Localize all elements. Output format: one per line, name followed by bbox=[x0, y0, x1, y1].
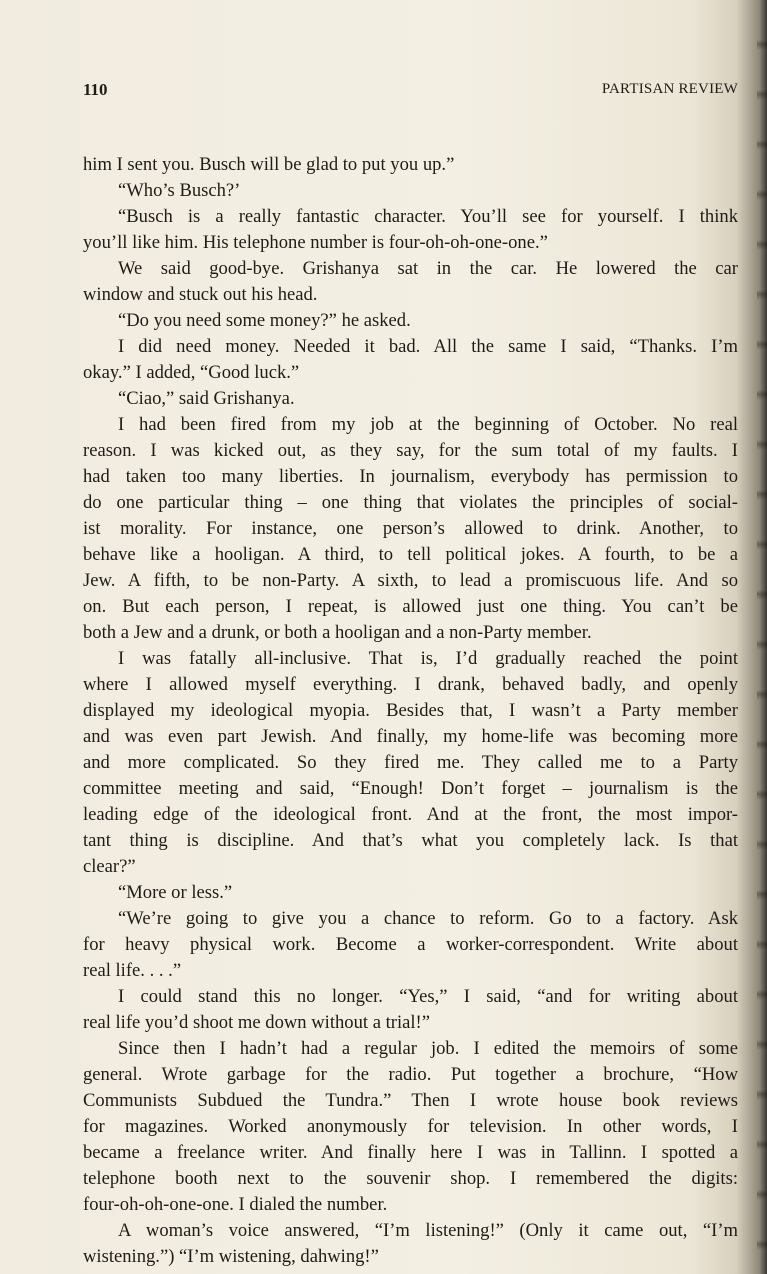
text-line: do one particular thing – one thing that violates the principles of social- bbox=[83, 492, 738, 513]
text-line: general. Wrote garbage for the radio. Put together a brochure, “How bbox=[83, 1064, 738, 1085]
text-line: became a freelance writer. And finally here I was in Tallinn. I spotted a bbox=[83, 1142, 738, 1163]
text-line: We said good-bye. Grishanya sat in the car. He lowered the car bbox=[118, 258, 738, 279]
text-line: four-oh-oh-one-one. I dialed the number. bbox=[83, 1194, 388, 1215]
text-line: on. But each person, I repeat, is allowed just one thing. You can’t be bbox=[83, 596, 738, 617]
text-line: I was fatally all-inclusive. That is, I’d gradually reached the point bbox=[118, 648, 738, 669]
text-line: “We’re going to give you a chance to reform. Go to a factory. Ask bbox=[118, 908, 738, 929]
text-line: real life. . . .” bbox=[83, 960, 182, 981]
running-head: PARTISAN REVIEW bbox=[601, 81, 738, 97]
text-line: behave like a hooligan. A third, to tell political jokes. A fourth, to be a bbox=[83, 544, 738, 565]
text-line: Jew. A fifth, to be non-Party. A sixth, to lead a promiscuous life. And so bbox=[83, 570, 738, 591]
text-line: ist morality. For instance, one person’s allowed to drink. Another, to bbox=[83, 518, 738, 539]
page-header bbox=[83, 80, 738, 104]
text-line: I had been fired from my job at the beginning of October. No real bbox=[118, 414, 738, 435]
text-line: “Do you need some money?” he asked. bbox=[118, 310, 411, 331]
text-line: Communists Subdued the Tundra.” Then I wrote house book reviews bbox=[83, 1090, 738, 1111]
text-line: “Who’s Busch?’ bbox=[118, 180, 241, 201]
text-line: committee meeting and said, “Enough! Don’t forget – journalism is the bbox=[83, 778, 738, 799]
text-line: window and stuck out his head. bbox=[83, 284, 318, 305]
text-line: I could stand this no longer. “Yes,” I said, “and for writing about bbox=[118, 986, 738, 1007]
text-line: wistening.”) “I’m wistening, dahwing!” bbox=[83, 1246, 379, 1267]
text-line: for magazines. Worked anonymously for television. In other words, I bbox=[83, 1116, 738, 1137]
text-line: displayed my ideological myopia. Besides that, I wasn’t a Party member bbox=[83, 700, 738, 721]
text-line: and more complicated. So they fired me. They called me to a Party bbox=[83, 752, 738, 773]
text-line: real life you’d shoot me down without a trial!” bbox=[83, 1012, 430, 1033]
text-line: for heavy physical work. Become a worker-correspondent. Write about bbox=[83, 934, 738, 955]
text-line: him I sent you. Busch will be glad to put you up.” bbox=[83, 154, 455, 175]
text-line: you’ll like him. His telephone number is four-oh-oh-one-one.” bbox=[83, 232, 548, 253]
text-line: tant thing is discipline. And that’s what you completely lack. Is that bbox=[83, 830, 738, 851]
text-line: “Busch is a really fantastic character. You’ll see for yourself. I think bbox=[118, 206, 738, 227]
text-line: both a Jew and a drunk, or both a hooligan and a non-Party member. bbox=[83, 622, 592, 643]
body-text bbox=[83, 152, 738, 1270]
text-line: “More or less.” bbox=[118, 882, 233, 903]
text-line: and was even part Jewish. And finally, my home-life was becoming more bbox=[83, 726, 738, 747]
text-line: leading edge of the ideological front. And at the front, the most impor- bbox=[83, 804, 738, 825]
text-line: reason. I was kicked out, as they say, for the sum total of my faults. I bbox=[83, 440, 738, 461]
text-line: had taken too many liberties. In journalism, everybody has permission to bbox=[83, 466, 738, 487]
page-number: 110 bbox=[83, 80, 108, 99]
text-line: Since then I hadn’t had a regular job. I edited the memoirs of some bbox=[118, 1038, 738, 1059]
text-line: where I allowed myself everything. I drank, behaved badly, and openly bbox=[83, 674, 738, 695]
text-line: “Ciao,” said Grishanya. bbox=[118, 388, 295, 409]
text-line: A woman’s voice answered, “I’m listening!” (Only it came out, “I’m bbox=[118, 1220, 738, 1241]
page-edge-shadow bbox=[757, 0, 767, 1274]
text-line: clear?” bbox=[83, 856, 136, 877]
text-line: okay.” I added, “Good luck.” bbox=[83, 362, 300, 383]
text-line: telephone booth next to the souvenir shop. I remembered the digits: bbox=[83, 1168, 738, 1189]
text-line: I did need money. Needed it bad. All the same I said, “Thanks. I’m bbox=[118, 336, 738, 357]
